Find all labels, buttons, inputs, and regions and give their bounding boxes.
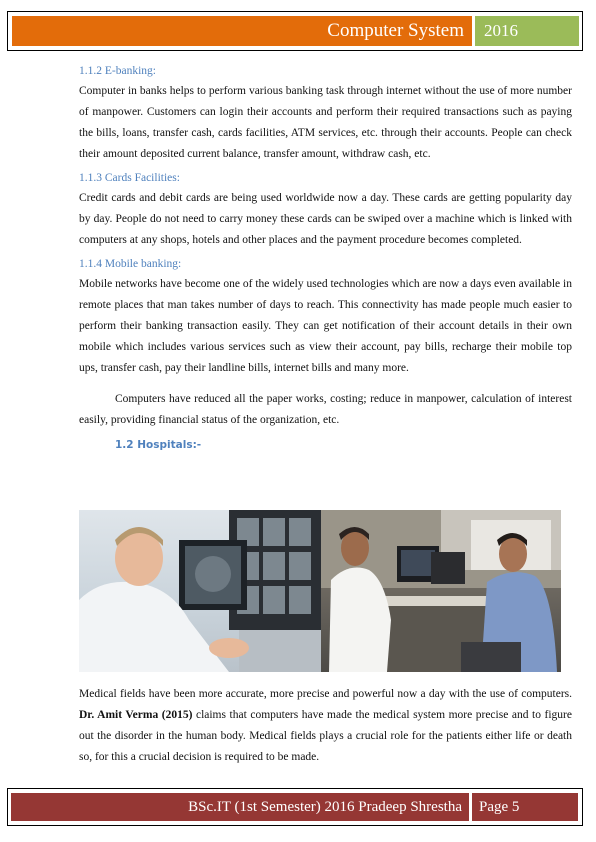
doctor-xray-photo: [79, 510, 321, 672]
hospitals-text-after: claims that computers have made the medical system more precise and to figure out the disorder in the human body. Medical fields plays a crucial role for the patients either life or death so, for this a crucial decision is required to be made.: [79, 709, 572, 763]
hospital-photos: [79, 510, 561, 672]
footer-text-bar: [11, 793, 469, 821]
doctor-patient-photo: [321, 510, 561, 672]
page-number: Page 5: [479, 799, 520, 815]
hospitals-paragraph: [79, 684, 572, 768]
hospitals-text-before: Medical fields have been more accurate, more precise and powerful now a day with the use of computers.: [79, 688, 572, 700]
summary-paragraph: Computers have reduced all the paper works, costing; reduce in manpower, calculation of interest easily, providing financial status of the organization, etc.: [79, 393, 572, 426]
hospitals-section: [79, 684, 572, 774]
footer-text: BSc.IT (1st Semester) 2016 Pradeep Shrestha: [188, 799, 462, 815]
header-year-box: [475, 16, 579, 46]
header-title: Computer System: [327, 20, 464, 41]
header-year: 2016: [484, 21, 518, 40]
ebanking-paragraph: Computer in banks helps to perform various banking task through internet without the use of more number of manpower. Customers can login their accounts and perform their required transactions such as paying the bills, loans, transfer cash, cards facilities, ATM services, etc. through their accounts. People can check their amount deposited current balance, transfer amount, withdraw cash, etc.: [79, 85, 572, 160]
footer-page-box: [472, 793, 578, 821]
ebanking-heading: 1.1.2 E-banking:: [79, 65, 156, 77]
mobile-banking-heading: 1.1.4 Mobile banking:: [79, 258, 182, 270]
cards-heading: 1.1.3 Cards Facilities:: [79, 172, 180, 184]
page-content: [79, 60, 572, 457]
citation: Dr. Amit Verma (2015): [79, 709, 193, 721]
hospitals-heading: 1.2 Hospitals:-: [115, 439, 202, 451]
header-title-bar: [12, 16, 472, 46]
cards-paragraph: Credit cards and debit cards are being used worldwide now a day. These cards are getting popularity day by day. People do not need to carry money these cards can be swiped over a machine which is linked with computers at any shops, hotels and other places and the payment procedure becomes completed.: [79, 192, 572, 246]
mobile-banking-paragraph: Mobile networks have become one of the widely used technologies which are now a days even available in remote places that man takes number of days to reach. This connectivity has made people much easier to perform their banking transaction easily. They can get notification of their account details in their own mobile which includes various services such as view their account, pay bills, recharge their mobile top ups, transfer cash, pay their landline bills, internet bills and many more.: [79, 278, 572, 374]
